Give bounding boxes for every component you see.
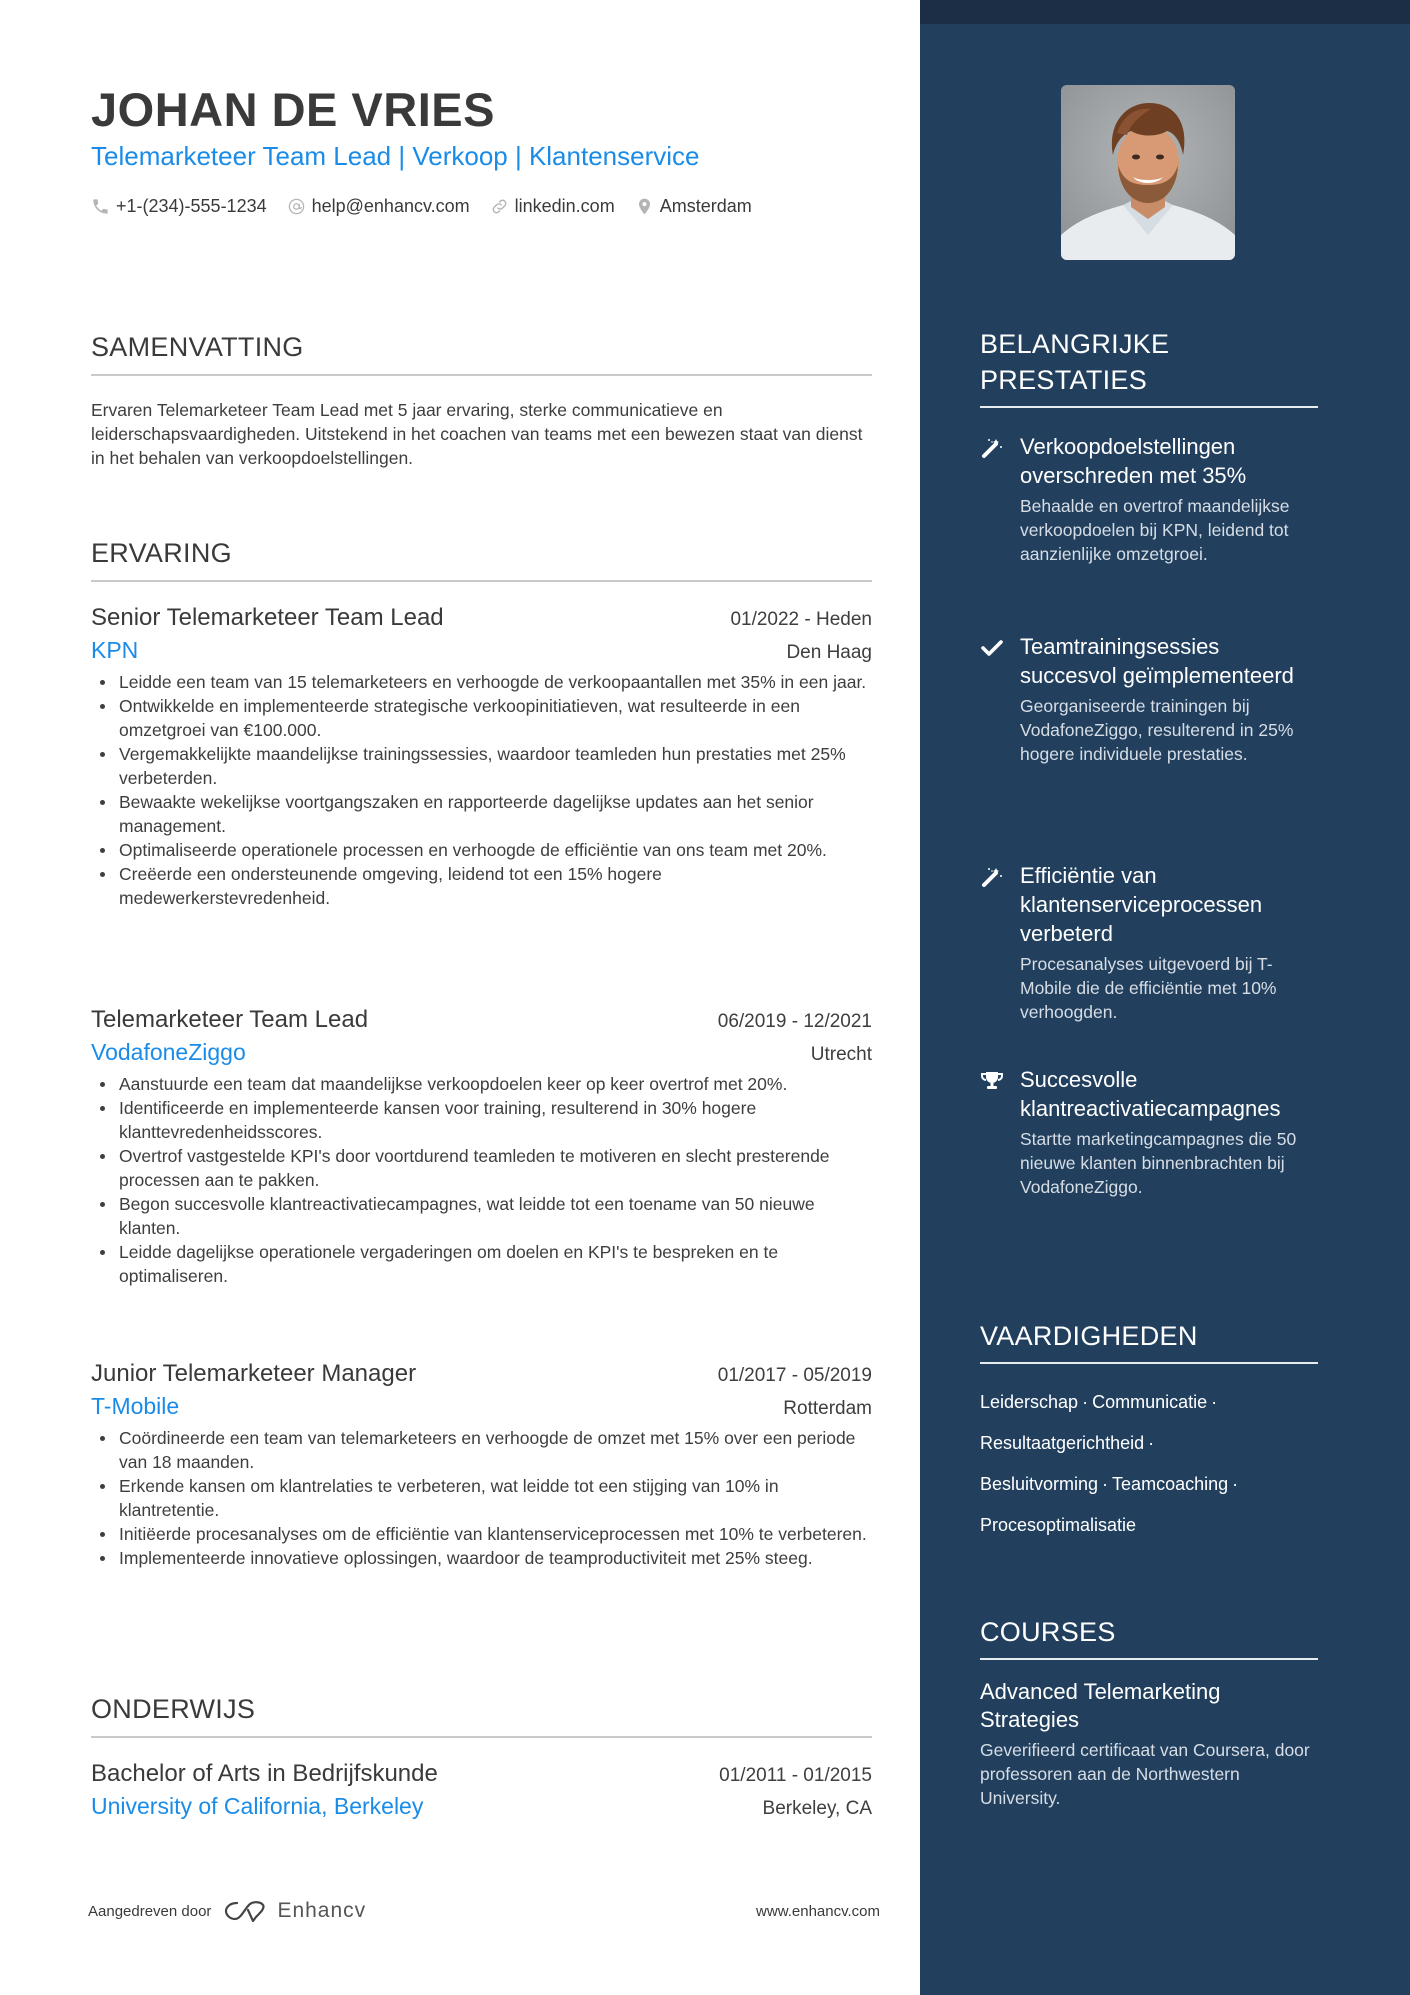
skill-separator: · — [1082, 1392, 1089, 1412]
contact-bar — [91, 196, 772, 217]
phone-icon — [91, 197, 110, 216]
at-icon — [287, 197, 306, 216]
bullet-item: Bewaakte wekelijkse voortgangszaken en rapporteerde dagelijkse updates aan het senior management. — [91, 790, 872, 838]
skill-tag: Teamcoaching — [1112, 1474, 1229, 1494]
bullet-item: Implementeerde innovatieve oplossingen, waardoor de teamproductiviteit met 25% steeg. — [91, 1546, 872, 1570]
achievements-heading-line1: BELANGRIJKE — [980, 329, 1170, 359]
bullet-item: Leidde dagelijkse operationele vergaderingen om doelen en KPI's te bespreken en te optimaliseren. — [91, 1240, 872, 1288]
job-bullets — [91, 1426, 872, 1570]
contact-email[interactable] — [287, 196, 470, 217]
location-pin-icon — [635, 197, 654, 216]
bullet-item: Aanstuurde een team dat maandelijkse verkoopdoelen keer op keer overtrof met 20%. — [91, 1072, 872, 1096]
powered-by-label: Aangedreven door — [88, 1902, 212, 1920]
skills-list — [980, 1382, 1318, 1546]
job-dates: 06/2019 - 12/2021 — [717, 1011, 872, 1032]
trophy-icon — [980, 1069, 1004, 1093]
bullet-item: Vergemakkelijkte maandelijkse trainingssessies, waardoor teamleden hun prestaties met 25% verbeterden. — [91, 742, 872, 790]
enhancv-brand: Enhancv — [277, 1899, 367, 1922]
website-link[interactable]: www.enhancv.com — [756, 1902, 880, 1920]
summary-text: Ervaren Telemarketeer Team Lead met 5 jaar ervaring, sterke communicatieve en leiderschapsvaardigheden. Uitstekend in het coachen van teams met een bewezen staat van dienst in het behalen van verkoopdoelstellingen. — [91, 400, 863, 468]
experience-section — [91, 535, 872, 582]
job-bullets — [91, 1072, 872, 1288]
experience-item — [91, 602, 872, 910]
school-name: University of California, Berkeley — [91, 1793, 424, 1819]
job-location: Den Haag — [786, 642, 872, 663]
profile-photo — [1061, 85, 1235, 260]
skill-separator: · — [1232, 1474, 1239, 1494]
achievement-description: Procesanalyses uitgevoerd bij T-Mobile die de efficiëntie met 10% verhoogden. — [1020, 954, 1277, 1022]
courses-heading: COURSES — [980, 1617, 1116, 1647]
experience-item — [91, 1004, 872, 1288]
achievement-title: Succesvolle klantreactivatiecampagnes — [1020, 1067, 1281, 1121]
job-title: Senior Telemarketeer Team Lead — [91, 604, 444, 631]
checkmark-icon — [980, 636, 1004, 660]
skill-tag: Leiderschap — [980, 1392, 1079, 1412]
course-description: Geverifieerd certificaat van Coursera, door professoren aan de Northwestern University. — [980, 1740, 1310, 1808]
experience-item — [91, 1358, 872, 1570]
candidate-name: JOHAN DE VRIES — [91, 83, 495, 136]
section-divider — [91, 374, 872, 376]
contact-location-text: Amsterdam — [659, 196, 752, 216]
job-dates: 01/2022 - Heden — [730, 609, 872, 630]
education-item — [91, 1758, 872, 1822]
bullet-item: Leidde een team van 15 telemarketeers en verhoogde de verkoopaantallen met 35% in een jaar. — [91, 670, 872, 694]
section-divider — [980, 1362, 1318, 1364]
contact-linkedin-text: linkedin.com — [514, 196, 615, 216]
summary-heading: SAMENVATTING — [91, 332, 304, 362]
achievements-section — [980, 326, 1318, 408]
education-heading: ONDERWIJS — [91, 1694, 256, 1724]
skill-separator: · — [1102, 1474, 1109, 1494]
bullet-item: Creëerde een ondersteunende omgeving, leidend tot een 15% hogere medewerkerstevredenheid. — [91, 862, 872, 910]
footer — [88, 1898, 880, 1924]
company-name: KPN — [91, 637, 139, 663]
sidebar — [920, 0, 1410, 1995]
bullet-item: Overtrof vastgestelde KPI's door voortdurend teamleden te motiveren en slecht presterende processen aan te pakken. — [91, 1144, 872, 1192]
skill-tag: Procesoptimalisatie — [980, 1515, 1137, 1535]
contact-phone[interactable] — [91, 196, 267, 217]
education-dates: 01/2011 - 01/2015 — [719, 1765, 872, 1786]
job-bullets — [91, 670, 872, 910]
bullet-item: Coördineerde een team van telemarketeers en verhoogde de omzet met 15% over een periode van 18 maanden. — [91, 1426, 872, 1474]
achievement-item — [980, 1065, 1318, 1199]
contact-phone-text: +1-(234)-555-1234 — [116, 196, 267, 216]
bullet-item: Initiëerde procesanalyses om de efficiëntie van klantenserviceprocessen met 10% te verbeteren. — [91, 1522, 872, 1546]
skill-separator: · — [1148, 1433, 1155, 1453]
contact-linkedin[interactable] — [490, 196, 615, 217]
skills-section — [980, 1318, 1318, 1546]
powered-by — [88, 1898, 366, 1924]
achievement-title: Verkoopdoelstellingen overschreden met 35% — [1020, 434, 1247, 488]
job-dates: 01/2017 - 05/2019 — [717, 1365, 872, 1386]
contact-location — [635, 196, 752, 217]
company-name: VodafoneZiggo — [91, 1039, 246, 1065]
achievement-item — [980, 432, 1318, 566]
achievement-description: Georganiseerde trainingen bij VodafoneZiggo, resulterend in 25% hogere individuele prestaties. — [1020, 696, 1294, 764]
job-location: Utrecht — [810, 1044, 872, 1065]
job-title: Telemarketeer Team Lead — [91, 1006, 369, 1033]
skill-tag: Communicatie — [1092, 1392, 1208, 1412]
section-divider — [91, 580, 872, 582]
contact-email-text: help@enhancv.com — [311, 196, 470, 216]
bullet-item: Erkende kansen om klantrelaties te verbeteren, wat leidde tot een stijging van 10% in klantretentie. — [91, 1474, 872, 1522]
skill-tag: Resultaatgerichtheid — [980, 1433, 1145, 1453]
bullet-item: Identificeerde en implementeerde kansen voor training, resulterend in 30% hogere klanttevredenheidsscores. — [91, 1096, 872, 1144]
magic-wand-icon — [980, 865, 1004, 889]
summary-section — [91, 329, 872, 470]
section-divider — [91, 1736, 872, 1738]
education-location: Berkeley, CA — [762, 1798, 872, 1819]
magic-wand-icon — [980, 436, 1004, 460]
courses-section — [980, 1614, 1318, 1810]
job-title: Junior Telemarketeer Manager — [91, 1360, 417, 1387]
skill-tag: Besluitvorming — [980, 1474, 1099, 1494]
bullet-item: Ontwikkelde en implementeerde strategische verkoopinitiatieven, wat resulteerde in een omzetgroei van €100.000. — [91, 694, 872, 742]
achievement-description: Startte marketingcampagnes die 50 nieuwe klanten binnenbrachten bij VodafoneZiggo. — [1020, 1129, 1297, 1197]
achievements-heading-line2: PRESTATIES — [980, 365, 1148, 395]
achievement-title: Efficiëntie van klantenserviceprocessen verbeterd — [1020, 863, 1263, 946]
achievement-item — [980, 861, 1318, 1024]
section-divider — [980, 406, 1318, 408]
job-location: Rotterdam — [783, 1398, 872, 1419]
link-icon — [490, 197, 509, 216]
achievement-title: Teamtrainingsessies succesvol geïmplementeerd — [1020, 634, 1294, 688]
avatar-illustration — [1061, 85, 1235, 260]
course-title: Advanced Telemarketing Strategies — [980, 1679, 1221, 1732]
experience-heading: ERVARING — [91, 538, 232, 568]
enhancv-logo-icon — [223, 1898, 269, 1924]
skill-separator: · — [1211, 1392, 1218, 1412]
company-name: T-Mobile — [91, 1393, 180, 1419]
degree: Bachelor of Arts in Bedrijfskunde — [91, 1760, 438, 1787]
skills-heading: VAARDIGHEDEN — [980, 1321, 1198, 1351]
bullet-item: Optimaliseerde operationele processen en verhoogde de efficiëntie van ons team met 20%. — [91, 838, 872, 862]
achievement-item — [980, 632, 1318, 766]
education-section — [91, 1691, 872, 1738]
candidate-headline: Telemarketeer Team Lead | Verkoop | Klantenservice — [91, 141, 700, 171]
section-divider — [980, 1658, 1318, 1660]
bullet-item: Begon succesvolle klantreactivatiecampagnes, wat leidde tot een toename van 50 nieuwe klanten. — [91, 1192, 872, 1240]
sidebar-top-strip — [920, 0, 1410, 24]
achievement-description: Behaalde en overtrof maandelijkse verkoopdoelen bij KPN, leidend tot aanzienlijke omzetgroei. — [1020, 496, 1290, 564]
